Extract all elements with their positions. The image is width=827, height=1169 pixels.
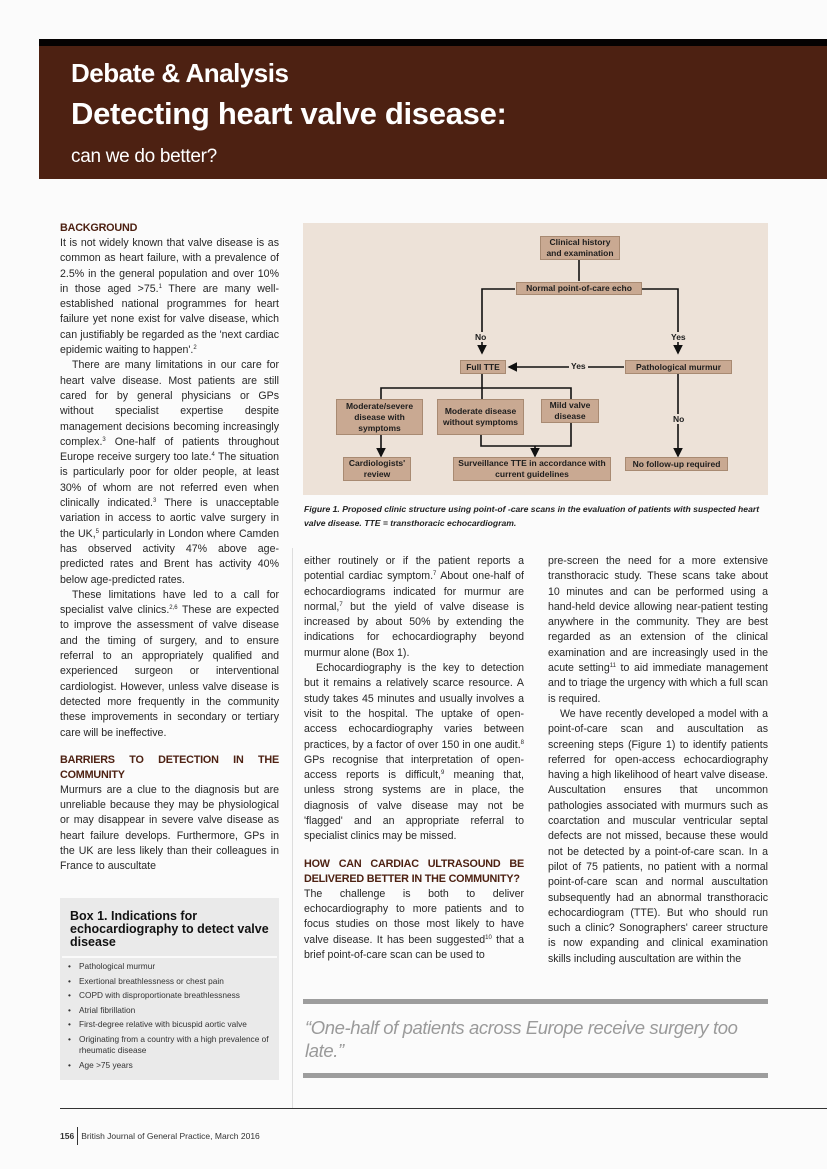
heading-background: BACKGROUND <box>60 222 138 234</box>
list-item: • Pathological murmur <box>68 961 273 972</box>
list-item: • First-degree relative with bicuspid aortic valve <box>68 1019 273 1030</box>
footer-rule <box>60 1108 827 1109</box>
paragraph: We have recently developed a model with a point-of-care scan and auscultation as screening steps (Figure 1) to identify patients referred for open-access echocardiography having a high likelihood of heart valve disease. Auscultation ensures that uncommon pathologies associated with murmurs such as coarctation and muscular ventricular septal defects are not missed, because these would not be detected by a point-of-care scan. In a pilot of 75 patients, no patient with a normal point-of-care scan and normal auscultation subsequently had an abnormal transthoracic echocardiogram (TTE). But who should run such a clinic? Sonographers' career structure is now expanding and clinical examination skills including auscultation are within the <box>548 707 768 965</box>
pull-quote <box>303 999 768 1079</box>
paragraph: Murmurs are a clue to the diagnosis but are unreliable because they may be physiological or may disappear in severe valve disease as heart failure develops. Furthermore, GPs in the UK are less likely than their colleagues in France to auscultate <box>60 783 279 873</box>
pull-quote-text: “One-half of patients across Europe receive surgery too late.” <box>305 1017 738 1061</box>
box-1-divider <box>62 956 277 958</box>
paragraph: These limitations have led to a call for specialist valve clinics.$^{2,6}$ These are expected to improve the assessment of valve disease and the timing of surgery, and to ensure referral to an appropriately qualified and experienced surgeon or interventional cardiologist. However, unless valve disease is detected more frequently in the community these improvements in secondary or tertiary care will be ineffective. <box>60 588 279 739</box>
box-1-title: Box 1. Indications for echocardiography to detect valve disease <box>70 909 269 949</box>
connector <box>482 289 515 353</box>
pull-quote-top-rule <box>303 999 768 1004</box>
heading-how-ultrasound: HOW CAN CARDIAC ULTRASOUND BE DELIVERED BETTER IN THE COMMUNITY? <box>304 857 524 885</box>
list-item: • Atrial fibrillation <box>68 1005 273 1016</box>
column-2 <box>304 554 524 963</box>
paragraph: pre-screen the need for a more extensive transthoracic study. These scans take about 10 minutes and can be performed using a hand-held device allowing near-patient testing anywhere in the community. They are best regarded as an extension of the clinical examination and are increasingly used in the acute setting$^{11}$ to aid immediate management and to triage the urgency with which a full scan is required. <box>548 555 768 705</box>
paragraph: Echocardiography is the key to detection but it remains a relatively scarce resource. A study takes 45 minutes and usually involves a visit to the hospital. The uptake of open-access echocardiography varies between practices, by a factor of over 150 in one audit.$^8$ GPs recognise that interpretation of open-access reports is difficult,$^9$ meaning that, unless strong systems are in place, the diagnosis of valve disease may not be 'flagged' and an appropriate referral to specialist clinics may be missed. <box>304 662 524 843</box>
paragraph: It is not widely known that valve disease is as common as heart failure, with a prevalence of 2.5% in the general population and over 10% in those aged >75.$^1$ There are many well-established national programmes for heart failure yet none exist for valve disease, which can justifiably be regarded as the 'next cardiac epidemic waiting to happen'.$^2$ <box>60 237 279 357</box>
list-item: • COPD with disproportionate breathlessness <box>68 990 273 1001</box>
node-surveillance: Surveillance TTE in accordance with current guidelines <box>453 457 611 481</box>
journal-citation: British Journal of General Practice, March 2016 <box>81 1131 260 1141</box>
box-1-list <box>68 961 273 1074</box>
figure-1-flowchart <box>303 223 768 495</box>
list-item: • Originating from a country with a high prevalence of rheumatic disease <box>68 1034 273 1056</box>
node-no-follow-up: No follow-up required <box>625 457 728 471</box>
node-clinical-history: Clinical history and examination <box>540 236 620 260</box>
list-item: • Age >75 years <box>68 1060 273 1071</box>
connector <box>641 289 678 353</box>
paragraph: There are many limitations in our care for heart valve disease. Most patients are still cared for by general physicians or GPs without specialist expertise despite management decisions becoming increasingly complex.$^3$ One-half of patients throughout Europe receive surgery too late.$^4$ The situation is particularly poor for older people, at least 30% of whom are not referred even when clinically indicated.$^3$ There is unacceptable variation in access to aortic valve surgery in the UK,$^5$ particularly in London where Camden has observed activity 47% above age-predicted rates and Brent has activity 40% below age-predicted rates. <box>60 359 279 586</box>
node-moderate-no-symptoms: Moderate disease without symptoms <box>437 399 524 435</box>
article-header <box>39 46 827 179</box>
node-moderate-severe: Moderate/severe disease with symptoms <box>336 399 423 435</box>
article-subtitle: can we do better? <box>71 146 217 167</box>
pull-quote-bottom-rule <box>303 1073 768 1078</box>
label-yes: Yes <box>671 332 686 342</box>
paragraph: The challenge is both to deliver echocardiography to more patients and to focus studies on those most likely to have valve disease. It has been suggested$^{10}$ that a brief point-of-care scan can be used to <box>304 887 524 961</box>
header-top-rule <box>39 39 827 46</box>
node-full-tte: Full TTE <box>460 360 506 374</box>
list-item: • Exertional breathlessness or chest pain <box>68 976 273 987</box>
label-no: No <box>673 414 685 424</box>
page-footer <box>60 1127 260 1145</box>
column-3 <box>548 554 768 967</box>
column-1 <box>60 221 279 875</box>
label-yes: Yes <box>571 361 586 371</box>
section-kicker: Debate & Analysis <box>71 58 289 88</box>
node-pathological-murmur: Pathological murmur <box>625 360 732 374</box>
node-mild: Mild valve disease <box>541 399 599 423</box>
article-title: Detecting heart valve disease: <box>71 96 507 131</box>
label-no: No <box>475 332 487 342</box>
connector <box>381 388 571 399</box>
node-normal-echo: Normal point-of-care echo <box>516 282 642 295</box>
flowchart-connectors <box>303 223 768 495</box>
column-divider <box>292 548 293 1108</box>
figure-caption: Figure 1. Proposed clinic structure using point-of -care scans in the evaluation of patients with suspected heart valve disease. TTE = transthoracic echocardiogram. <box>304 504 760 528</box>
page-number: 156 <box>60 1127 78 1145</box>
node-cardiologists-review: Cardiologists' review <box>343 457 411 481</box>
paragraph: either routinely or if the patient reports a potential cardiac symptom.$^7$ About one-half of echocardiograms indicated for murmur are normal,$^7$ but the yield of valve disease is increased by about 50% by extending the indications for echocardiography beyond murmur alone (Box 1). <box>304 555 524 659</box>
box-1-indications <box>60 898 279 1080</box>
heading-barriers: BARRIERS TO DETECTION IN THE COMMUNITY <box>60 753 279 781</box>
